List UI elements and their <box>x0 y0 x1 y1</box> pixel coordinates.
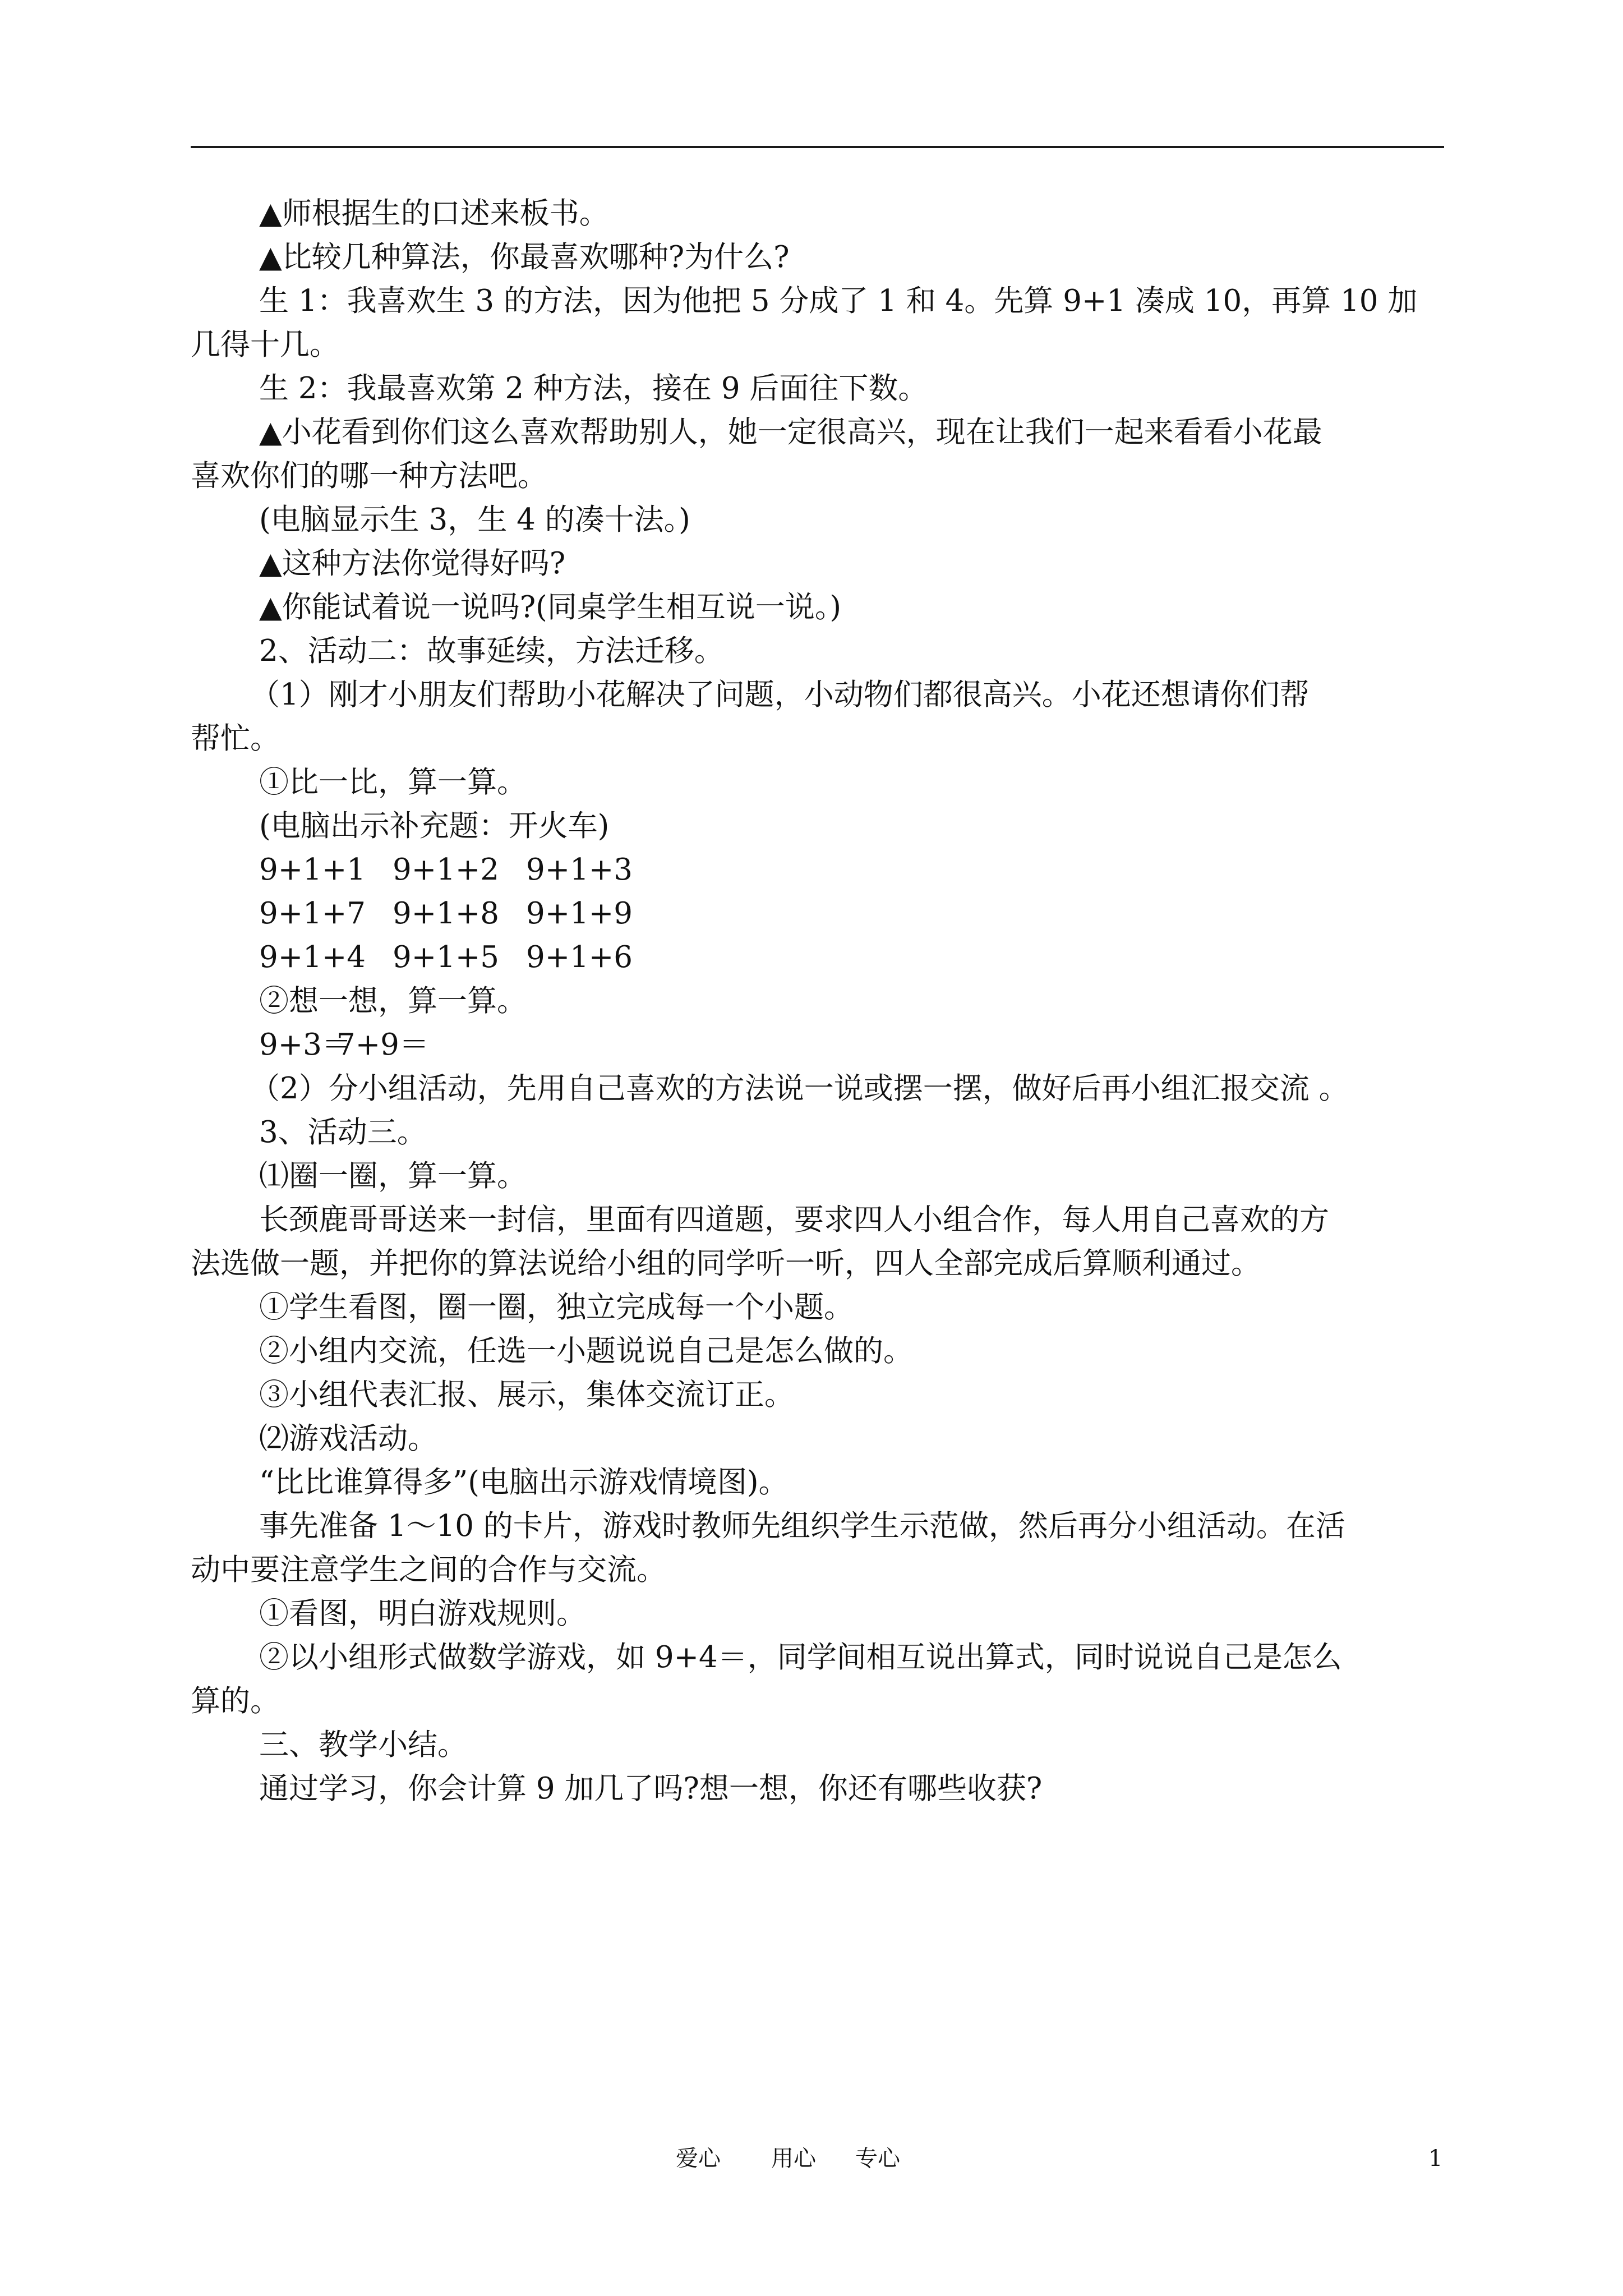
calc-expression: 9+1+8 <box>393 896 499 931</box>
equation: 7+9＝ <box>336 1028 429 1062</box>
calc-expression: 9+1+1 <box>259 853 366 887</box>
paragraph-line: (电脑显示生 3，生 4 的凑十法。) <box>259 503 690 537</box>
calc-row <box>191 936 1444 979</box>
paragraph-line: ②想一想，算一算。 <box>259 984 527 1018</box>
equation-row <box>191 1023 1444 1067</box>
paragraph-line: 帮忙。 <box>191 721 280 756</box>
paragraph-line: (电脑出示补充题：开火车) <box>259 809 610 843</box>
paragraph-line: ①比一比，算一算。 <box>259 765 527 799</box>
paragraph-line: 喜欢你们的哪一种方法吧。 <box>191 459 547 493</box>
paragraph-line: ②小组内交流，任选一小题说说自己是怎么做的。 <box>259 1334 913 1368</box>
paragraph-line: ▲你能试着说一说吗?(同桌学生相互说一说。) <box>259 590 842 624</box>
paragraph-line: 几得十几。 <box>191 328 339 362</box>
header-rule <box>191 146 1444 148</box>
calc-expression: 9+1+7 <box>259 896 366 931</box>
paragraph-line: 通过学习，你会计算 9 加几了吗?想一想，你还有哪些收获? <box>259 1772 1043 1806</box>
paragraph-line: ③小组代表汇报、展示，集体交流订正。 <box>259 1378 794 1412</box>
calc-expression: 9+1+4 <box>259 940 366 974</box>
paragraph-line: ⑴圈一圈，算一算。 <box>259 1159 527 1193</box>
section-heading: 三、教学小结。 <box>259 1728 467 1762</box>
calc-expression: 9+1+6 <box>526 940 633 974</box>
paragraph-line: ▲小花看到你们这么喜欢帮助别人，她一定很高兴，现在让我们一起来看看小花最 <box>259 415 1322 449</box>
paragraph-line: 生 1：我喜欢生 3 的方法，因为他把 5 分成了 1 和 4。先算 9+1 凑成 10，再算 10 加 <box>259 284 1418 318</box>
footer-motto-item: 用心 <box>771 2146 816 2171</box>
footer-motto <box>676 2142 900 2175</box>
page-number: 1 <box>1428 2146 1443 2171</box>
footer-motto-item: 爱心 <box>676 2146 721 2171</box>
calc-expression: 9+1+9 <box>526 896 633 931</box>
calc-row <box>191 848 1444 892</box>
paragraph-line: 法选做一题，并把你的算法说给小组的同学听一听，四人全部完成后算顺利通过。 <box>191 1246 1261 1281</box>
paragraph-line: 生 2：我最喜欢第 2 种方法，接在 9 后面往下数。 <box>259 371 928 406</box>
calc-expression: 9+1+3 <box>526 853 633 887</box>
paragraph-line: ①学生看图，圈一圈，独立完成每一个小题。 <box>259 1290 854 1324</box>
paragraph-line: ⑵游戏活动。 <box>259 1421 437 1456</box>
paragraph-line: ②以小组形式做数学游戏，如 9+4＝，同学间相互说出算式，同时说说自己是怎么 <box>259 1640 1342 1674</box>
calc-row <box>191 892 1444 936</box>
paragraph-line: ▲这种方法你觉得好吗? <box>259 546 566 581</box>
paragraph-line: 长颈鹿哥哥送来一封信，里面有四道题，要求四人小组合作，每人用自己喜欢的方 <box>259 1203 1329 1237</box>
section-heading: 3、活动三。 <box>259 1115 427 1149</box>
section-heading: 2、活动二：故事延续，方法迁移。 <box>259 634 724 668</box>
paragraph-line: 算的。 <box>191 1684 280 1718</box>
paragraph-line: ▲师根据生的口述来板书。 <box>259 196 609 231</box>
calc-expression: 9+1+5 <box>393 940 499 974</box>
paragraph-line: “比比谁算得多”(电脑出示游戏情境图)。 <box>259 1465 789 1499</box>
paragraph-line: （2）分小组活动，先用自己喜欢的方法说一说或摆一摆，做好后再小组汇报交流 。 <box>250 1071 1349 1106</box>
calc-expression: 9+1+2 <box>393 853 499 887</box>
paragraph-line: ①看图，明白游戏规则。 <box>259 1596 586 1631</box>
paragraph-line: ▲比较几种算法，你最喜欢哪种?为什么? <box>259 240 790 274</box>
equation: 9+3＝ <box>259 1028 352 1062</box>
document-body <box>191 192 1444 1811</box>
page-footer <box>0 2142 1623 2175</box>
paragraph-line: 动中要注意学生之间的合作与交流。 <box>191 1553 666 1587</box>
paragraph-line: （1）刚才小朋友们帮助小花解决了问题，小动物们都很高兴。小花还想请你们帮 <box>250 678 1310 712</box>
footer-motto-item: 专心 <box>855 2146 900 2171</box>
paragraph-line: 事先准备 1～10 的卡片，游戏时教师先组织学生示范做，然后再分小组活动。在活 <box>259 1509 1345 1543</box>
